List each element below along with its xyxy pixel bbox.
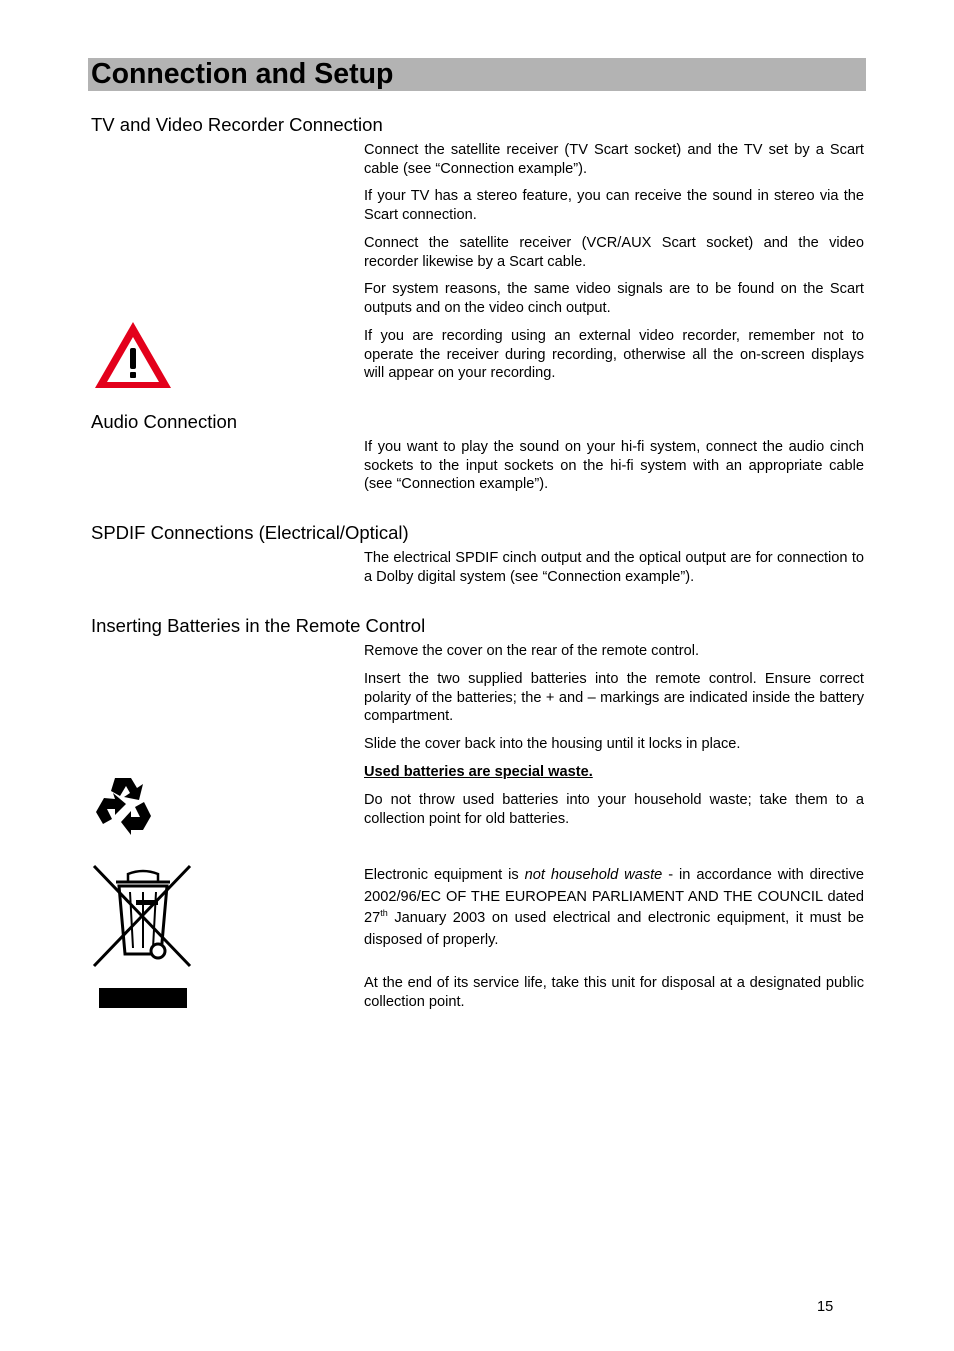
section-heading-spdif: SPDIF Connections (Electrical/Optical) <box>91 522 409 543</box>
weee-paragraph-2: At the end of its service life, take this unit for disposal at a designated public collection point. <box>364 975 864 1010</box>
weee-text-emphasis: not household waste <box>524 867 663 883</box>
tv-paragraph-2: If your TV has a stereo feature, you can receive the sound in stereo via the Scart connection. <box>364 188 864 223</box>
tv-paragraph-5: If you are recording using an external video recorder, remember not to operate the receiver during recording, otherwise all the on-screen displays will appear on your recording. <box>364 328 864 382</box>
spdif-paragraph-1: The electrical SPDIF cinch output and the optical output are for connection to a Dolby digital system (see “Connection example”). <box>364 550 864 585</box>
warning-triangle-icon <box>93 320 173 390</box>
tv-paragraph-1: Connect the satellite receiver (TV Scart socket) and the TV set by a Scart cable (see “Connection example”). <box>364 142 864 177</box>
weee-text-b: - in accordance with directive 2002/96/EC OF THE EUROPEAN PARLIAMENT AND THE COUNCIL dated 27 <box>364 867 865 927</box>
weee-paragraph-1 <box>364 865 864 951</box>
section-heading-batteries: Inserting Batteries in the Remote Control <box>91 615 426 636</box>
tv-paragraph-4: For system reasons, the same video signals are to be found on the Scart outputs and on the video cinch output. <box>364 281 864 316</box>
tv-paragraph-3: Connect the satellite receiver (VCR/AUX Scart socket) and the video recorder likewise by a Scart cable. <box>364 235 864 270</box>
audio-paragraph-1: If you want to play the sound on your hi-fi system, connect the audio cinch sockets to the input sockets on the hi-fi system with an appropriate cable (see “Connection example”). <box>364 439 864 493</box>
section-heading-audio: Audio Connection <box>91 411 238 432</box>
page-title: Connection and Setup <box>91 58 394 90</box>
page-number: 15 <box>817 1299 834 1315</box>
batteries-warning-text: Used batteries are special waste. <box>364 764 593 780</box>
weee-text-sup: th <box>380 908 388 919</box>
batteries-paragraph-4: Do not throw used batteries into your household waste; take them to a collection point for old batteries. <box>364 792 864 827</box>
batteries-paragraph-2: Insert the two supplied batteries into the remote control. Ensure correct polarity of the batteries; the + and – markings are indicated inside the battery compartment. <box>364 671 864 725</box>
weee-text-a: Electronic equipment is <box>364 867 525 883</box>
recycle-icon <box>93 774 155 836</box>
crossed-out-bin-icon <box>90 862 196 1012</box>
batteries-paragraph-1: Remove the cover on the rear of the remote control. <box>364 643 700 659</box>
batteries-paragraph-3: Slide the cover back into the housing until it locks in place. <box>364 736 741 752</box>
section-heading-tv: TV and Video Recorder Connection <box>91 114 383 135</box>
batteries-warning <box>364 763 864 782</box>
weee-text-c: January 2003 on used electrical and electronic equipment, it must be disposed of properly. <box>364 910 864 948</box>
